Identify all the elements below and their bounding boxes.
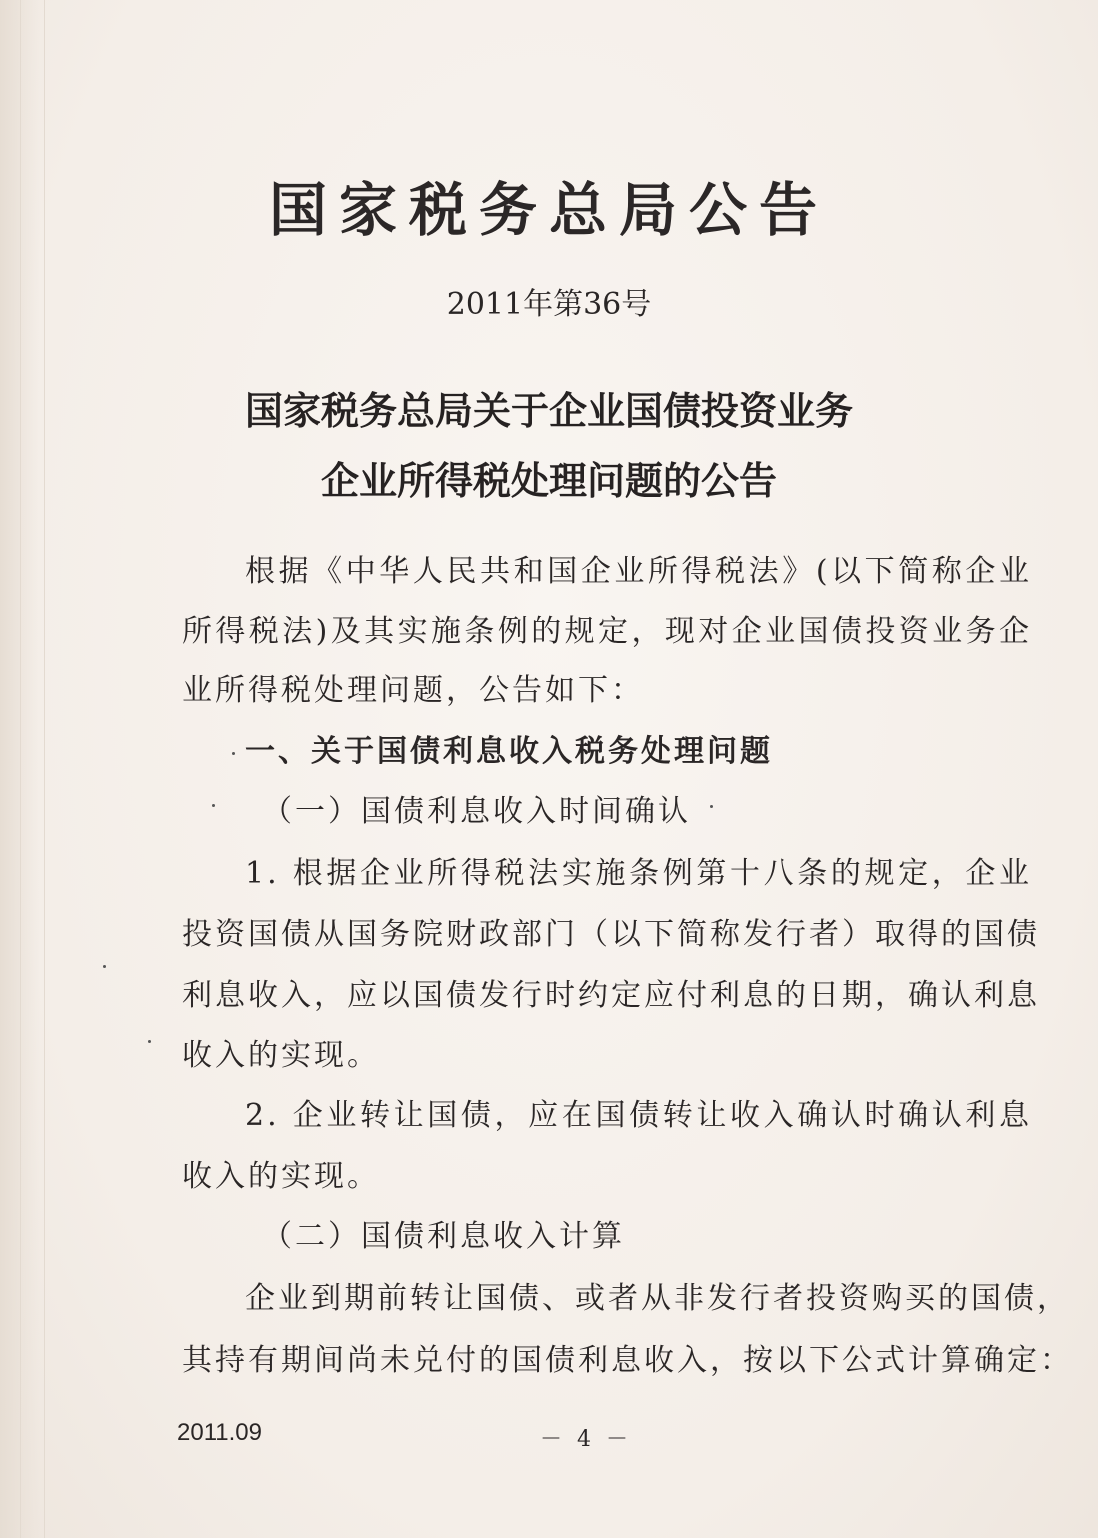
calc-paragraph-line-2: 其持有期间尚未兑付的国债利息收入，按以下公式计算确定： <box>182 1343 1073 1378</box>
scan-speck <box>103 965 106 968</box>
item-2-line-2: 收入的实现。 <box>182 1159 380 1194</box>
notice-title-line-2: 企业所得税处理问题的公告 <box>320 458 777 503</box>
notice-title-line-1: 国家税务总局关于企业国债投资业务 <box>244 388 853 433</box>
scan-speck <box>710 805 713 808</box>
footer-date: 2011.09 <box>177 1419 262 1446</box>
section-1-heading: 一、关于国债利息收入税务处理问题 <box>245 734 773 769</box>
intro-line-2: 所得税法)及其实施条例的规定，现对企业国债投资业务企 <box>182 614 1032 649</box>
intro-line-1: 根据《中华人民共和国企业所得税法》(以下简称企业 <box>245 554 1032 589</box>
item-1-line-2: 投资国债从国务院财政部门（以下简称发行者）取得的国债 <box>182 917 1040 952</box>
subsection-1-heading: （一）国债利息收入时间确认 <box>262 794 691 829</box>
item-1-line-3: 利息收入，应以国债发行时约定应付利息的日期，确认利息 <box>182 978 1040 1013</box>
subsection-2-heading: （二）国债利息收入计算 <box>262 1219 625 1254</box>
intro-line-3: 业所得税处理问题，公告如下： <box>182 673 644 708</box>
agency-title: 国家税务总局公告 <box>268 176 829 244</box>
item-1-line-1: 1. 根据企业所得税法实施条例第十八条的规定，企业 <box>245 856 1032 891</box>
scan-speck <box>148 1040 151 1043</box>
document-number: 2011年第36号 <box>446 287 652 322</box>
page-number: － 4 － <box>540 1427 632 1452</box>
item-2-line-1: 2. 企业转让国债，应在国债转让收入确认时确认利息 <box>245 1098 1032 1133</box>
scan-speck <box>212 804 215 807</box>
scan-speck <box>232 752 235 755</box>
calc-paragraph-line-1: 企业到期前转让国债、或者从非发行者投资购买的国债， <box>245 1281 1070 1316</box>
item-1-line-4: 收入的实现。 <box>182 1038 380 1073</box>
